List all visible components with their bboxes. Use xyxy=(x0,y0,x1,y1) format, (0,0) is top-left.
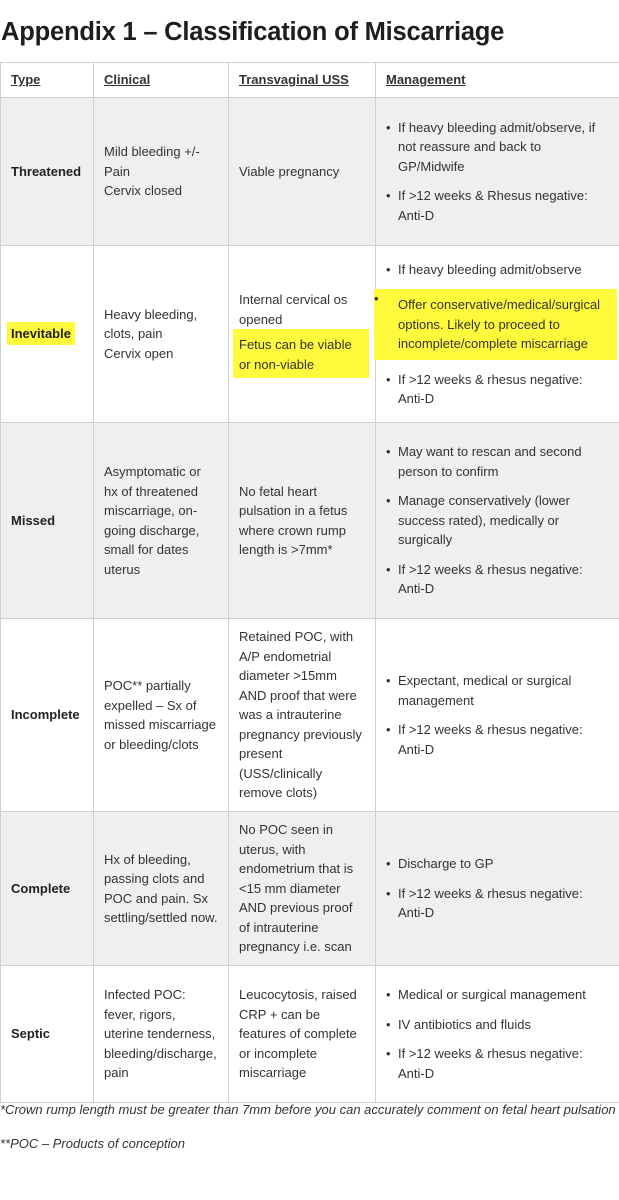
management-list xyxy=(386,442,609,599)
header-management: Management xyxy=(376,63,619,98)
management-cell xyxy=(376,619,619,812)
clinical-text: Mild bleeding +/- Pain xyxy=(104,144,200,179)
table-row-inevitable xyxy=(1,246,619,423)
type-label: Missed xyxy=(11,512,56,528)
management-list xyxy=(386,260,609,409)
clinical-text: Asymptomatic or hx of threatened miscarriage, on-going discharge, small for dates uterus xyxy=(104,464,201,577)
clinical-cell xyxy=(94,812,229,966)
management-item: • IV antibiotics and fluids xyxy=(386,1015,609,1035)
type-label: Complete xyxy=(11,880,71,896)
management-list xyxy=(386,854,609,923)
management-item: • If heavy bleeding admit/observe, if not reassure and back to GP/Midwife xyxy=(386,118,609,177)
management-item: • If >12 weeks & rhesus negative: Anti-D xyxy=(386,370,609,409)
management-item: • If >12 weeks & Rhesus negative: Anti-D xyxy=(386,186,609,225)
clinical-cell xyxy=(94,246,229,423)
clinical-text: Cervix open xyxy=(104,345,174,361)
clinical-text: Heavy bleeding, clots, pain xyxy=(104,306,198,342)
footnotes xyxy=(0,1100,619,1167)
management-item: • Manage conservatively (lower success rated), medically or surgically xyxy=(386,491,609,550)
uss-cell xyxy=(229,966,376,1103)
uss-text: Internal cervical os opened xyxy=(239,292,348,327)
clinical-text: Cervix closed xyxy=(104,183,183,199)
clinical-cell xyxy=(94,619,229,812)
management-cell xyxy=(376,423,619,619)
type-cell xyxy=(1,98,94,246)
uss-text: No POC seen in uterus, with endometrium that is <15 mm diameter AND previous proof of intrauterine pregnancy i.e. scan xyxy=(239,822,354,955)
management-item: • May want to rescan and second person to confirm xyxy=(386,442,609,481)
clinical-cell xyxy=(94,423,229,619)
uss-cell xyxy=(229,98,376,246)
table-row-complete xyxy=(1,812,619,966)
header-uss: Transvaginal USS xyxy=(229,63,376,98)
type-label: Incomplete xyxy=(11,707,80,723)
management-item: • If heavy bleeding admit/observe xyxy=(386,260,609,280)
type-cell xyxy=(1,246,94,423)
type-label: Inevitable xyxy=(11,326,71,342)
management-list xyxy=(386,671,609,759)
clinical-text: POC** partially expelled – Sx of missed miscarriage or bleeding/clots xyxy=(104,678,216,752)
header-type: Type xyxy=(1,63,94,98)
uss-cell xyxy=(229,246,376,423)
table-row-septic xyxy=(1,966,619,1103)
footnote-poc: **POC – Products of conception xyxy=(0,1135,185,1151)
management-item: • Discharge to GP xyxy=(386,854,609,874)
management-item-text: Offer conservative/medical/surgical options. Likely to proceed to incomplete/complete miscarriage xyxy=(398,297,601,351)
type-cell xyxy=(1,966,94,1103)
uss-text: Viable pregnancy xyxy=(239,163,340,179)
table-row-incomplete xyxy=(1,619,619,812)
management-cell xyxy=(376,246,619,423)
management-item: • If >12 weeks & rhesus negative: Anti-D xyxy=(386,884,609,923)
uss-text: Fetus can be viable or non-viable xyxy=(233,329,369,378)
management-cell xyxy=(376,966,619,1103)
management-item xyxy=(374,289,617,360)
management-list xyxy=(386,985,609,1083)
uss-text: Leucocytosis, raised CRP + can be features of complete or incomplete miscarriage xyxy=(239,987,357,1081)
type-label: Threatened xyxy=(11,163,82,179)
clinical-text: Infected POC: fever, rigors, uterine tenderness, bleeding/discharge, pain xyxy=(104,987,217,1081)
type-cell xyxy=(1,812,94,966)
uss-cell xyxy=(229,812,376,966)
management-cell xyxy=(376,812,619,966)
management-item: • Expectant, medical or surgical management xyxy=(386,671,609,710)
clinical-cell xyxy=(94,966,229,1103)
table-row-missed xyxy=(1,423,619,619)
uss-text: Retained POC, with A/P endometrial diameter >15mm AND proof that were was a intrauterine pregnancy previously present (USS/clinically remove clots) xyxy=(239,629,362,801)
management-item: • If >12 weeks & rhesus negative: Anti-D xyxy=(386,720,609,759)
table-row-threatened xyxy=(1,98,619,246)
table-header-row xyxy=(1,63,619,98)
management-item: • Medical or surgical management xyxy=(386,985,609,1005)
uss-text: No fetal heart pulsation in a fetus where crown rump length is >7mm* xyxy=(239,483,348,557)
clinical-text: Hx of bleeding, passing clots and POC and pain. Sx settling/settled now. xyxy=(104,851,218,925)
type-label: Septic xyxy=(11,1026,51,1042)
footnote-crown-rump: *Crown rump length must be greater than 7mm before you can accurately comment on fetal heart pulsation xyxy=(0,1102,616,1117)
page-title: Appendix 1 – Classification of Miscarriage xyxy=(1,18,505,46)
header-clinical: Clinical xyxy=(94,63,229,98)
type-cell xyxy=(1,619,94,812)
classification-table xyxy=(0,62,619,1103)
uss-cell xyxy=(229,423,376,619)
management-item: • If >12 weeks & rhesus negative: Anti-D xyxy=(386,1044,609,1083)
management-item: • If >12 weeks & rhesus negative: Anti-D xyxy=(386,560,609,599)
uss-cell xyxy=(229,619,376,812)
type-cell xyxy=(1,423,94,619)
management-list xyxy=(386,118,609,226)
management-cell xyxy=(376,98,619,246)
clinical-cell xyxy=(94,98,229,246)
